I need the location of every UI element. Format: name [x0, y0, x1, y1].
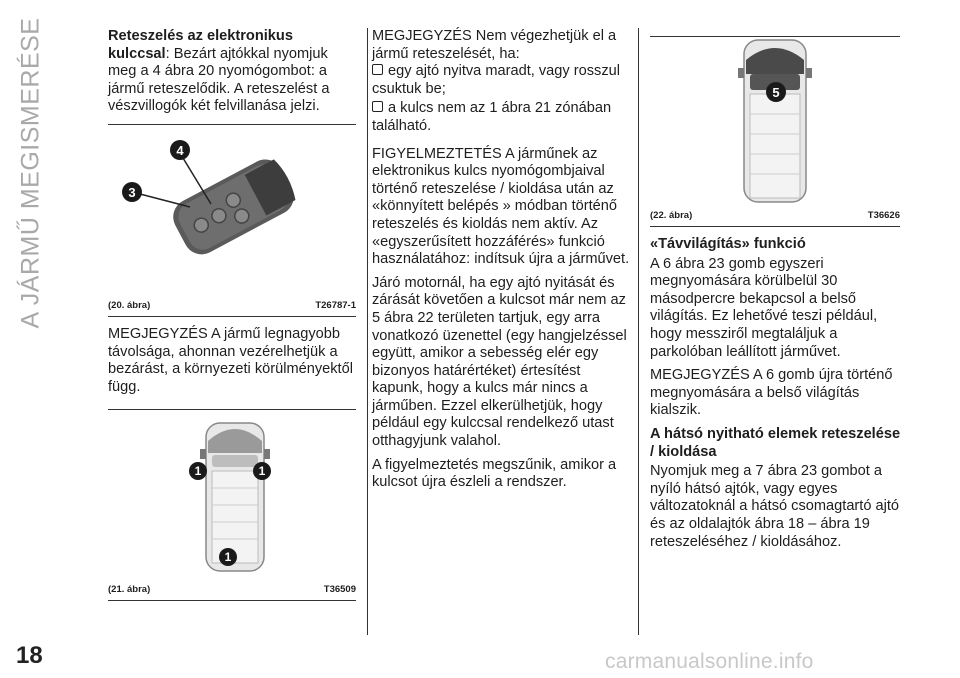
caption-label: (21. ábra)	[108, 584, 151, 595]
headlight-note: MEGJEGYZÉS A 6 gomb újra történő megnyomására a belső világítás kialszik.	[650, 367, 893, 419]
rear-lock-heading: A hátsó nyitható elemek reteszelése / kioldása	[650, 425, 901, 460]
range-note-text: MEGJEGYZÉS A jármű legnagyobb távolsága, ahonnan vezérelhetjük a bezárást, a környezeti körülményektől függ.	[108, 326, 353, 395]
caption-label: (20. ábra)	[108, 300, 151, 311]
key-lock-paragraph	[108, 28, 358, 116]
figure-rule	[108, 409, 356, 410]
bullet-item	[372, 100, 634, 135]
column-2	[372, 28, 634, 498]
bullet-text: egy ajtó nyitva maradt, vagy rosszul csuktuk be;	[372, 63, 620, 97]
column-divider	[638, 28, 639, 635]
lock-fail-note: MEGJEGYZÉS Nem végezhetjük el a jármű reteszelését, ha:	[372, 28, 617, 62]
svg-text:5: 5	[772, 85, 780, 100]
range-note	[108, 326, 358, 402]
key-absent-paragraph: Járó motornál, ha egy ajtó nyitását és zárását követően a kulcsot már nem az 5 ábra 22 területen tartjuk, egy arra vonatkozó üzenettel (egy hangjelzéssel együtt, amikor a sebesség elér egy bizonyos határértéket) értesítést kapunk, hogy a kulcs már nincs a járműben. Ezzel elkerülhetjük, hogy például egy kulccsal rendelkező utast otthagyjunk valahol.	[372, 274, 627, 450]
warning-paragraph: FIGYELMEZTETÉS A járműnek az elektronikus kulcs nyomógombjaival történő reteszelése / kioldása után az «könnyített belépés » módban történő reteszelés és kioldás nem aktív. Az «egyszerűsített hozzáférés» funkció használatához: indítsuk újra a járművet.	[372, 145, 630, 268]
watermark: carmanualsonline.info	[605, 650, 814, 673]
figure-rule	[108, 316, 356, 317]
svg-text:1: 1	[224, 550, 232, 564]
rear-lock-paragraph: Nyomjuk meg a 7 ábra 23 gombot a nyíló hátsó ajtók, vagy egyes változatoknál a hátsó csomagtartó ajtó és az oldalajtók ábra 18 – ábra 19 reteszeléséhez / kioldásához.	[650, 463, 900, 550]
figure-22-vehicle-top-view	[650, 38, 900, 204]
headlight-heading: «Távvilágítás» funkció	[650, 236, 806, 252]
caption-code: T26787-1	[315, 300, 356, 311]
column-1	[108, 28, 358, 122]
svg-text:1: 1	[194, 464, 202, 478]
figure-rule	[650, 226, 900, 227]
bullet-item	[372, 63, 634, 98]
warning-clear-paragraph: A figyelmeztetés megszűnik, amikor a kulcsot újra észleli a rendszer.	[372, 456, 617, 491]
caption-code: T36626	[867, 210, 900, 221]
section-title: A JÁRMŰ MEGISMERÉSE	[16, 17, 45, 329]
page-number: 18	[16, 642, 43, 669]
checkbox-bullet-icon	[372, 64, 383, 75]
checkbox-bullet-icon	[372, 101, 383, 112]
headlight-paragraph: A 6 ábra 23 gomb egyszeri megnyomására körülbelül 30 másodpercre bekapcsol a belső világítás. Ez lehetővé teszi például, hogy messziről megtaláljuk a parkolóban leállított járművet.	[650, 255, 878, 360]
caption-label: (22. ábra)	[650, 210, 693, 221]
svg-text:3: 3	[128, 185, 136, 200]
figure-21-vehicle-top-view	[108, 413, 356, 579]
figure-rule	[108, 124, 356, 125]
figure-rule	[650, 36, 900, 37]
bullet-text: a kulcs nem az 1 ábra 21 zónában található.	[372, 100, 612, 134]
figure-22-caption	[650, 210, 900, 221]
figure-20-key-fob	[108, 128, 356, 296]
key-lock-text: : Bezárt ajtókkal nyomjuk meg a 4 ábra 20 nyomógombot: a jármű reteszelődik. A reteszelést a vészvillogók két felvillanása jelzi.	[108, 45, 330, 115]
figure-20-caption	[108, 300, 356, 311]
key-lock-heading: Reteszelés az elektronikus kulccsal	[108, 28, 293, 62]
column-3	[650, 236, 902, 557]
svg-text:1: 1	[258, 464, 266, 478]
svg-text:4: 4	[176, 143, 184, 158]
figure-21-caption	[108, 584, 356, 595]
figure-rule	[108, 600, 356, 601]
caption-code: T36509	[323, 584, 356, 595]
column-divider	[367, 28, 368, 635]
